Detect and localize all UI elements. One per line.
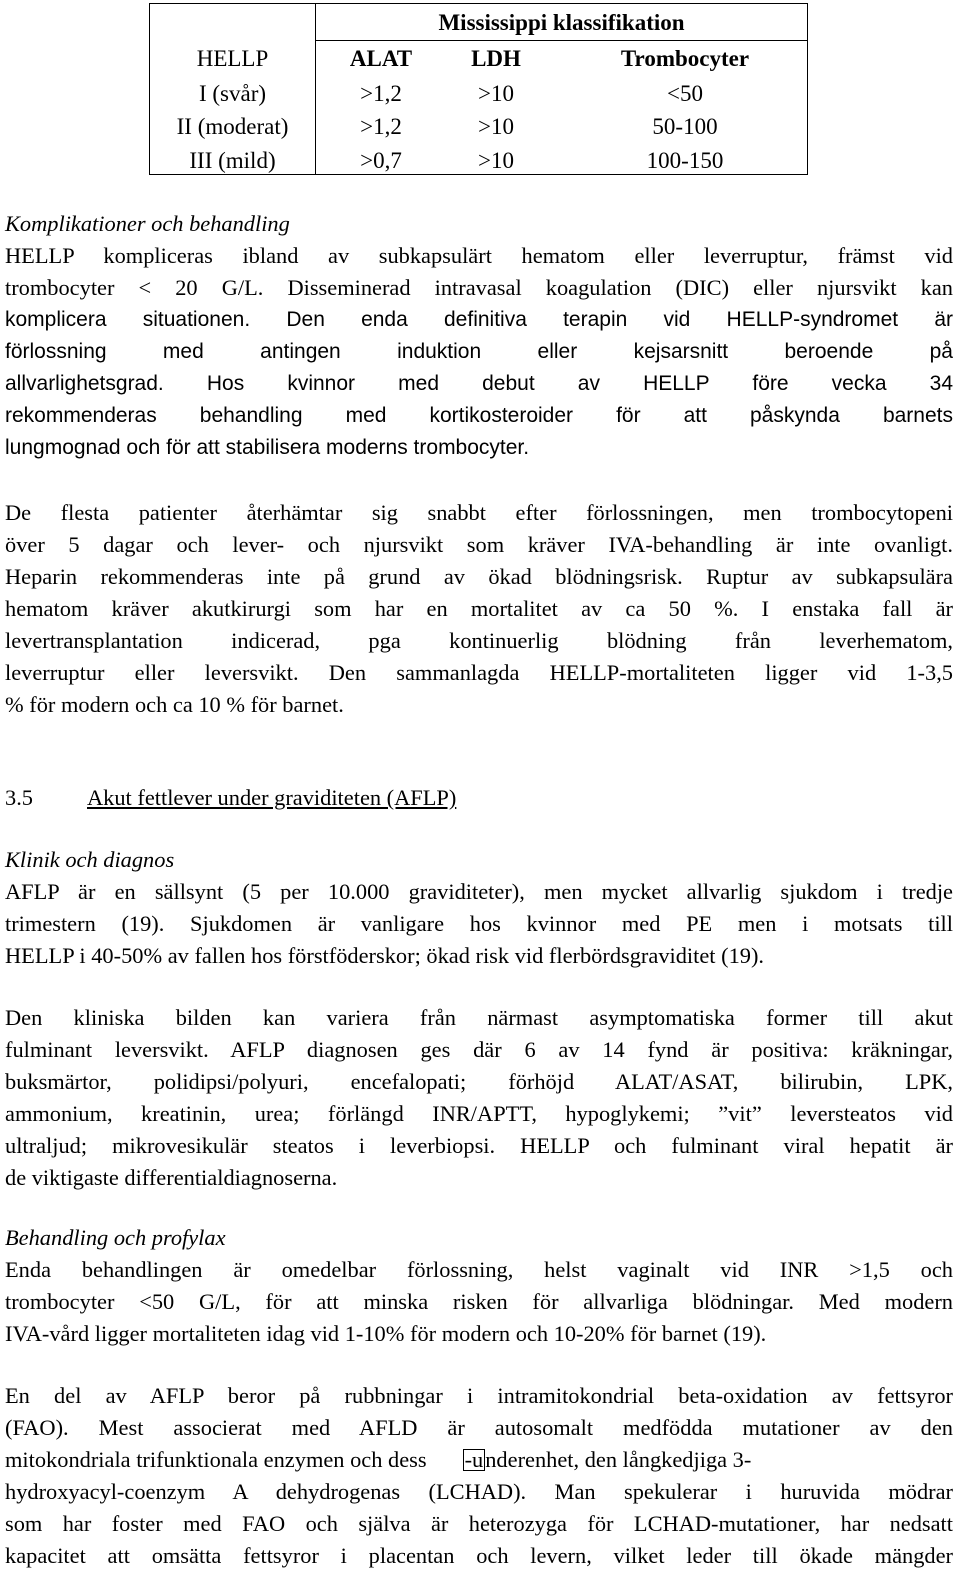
paragraph-line: trombocyter < 20 G/L. Disseminerad intravasal koagulation (DIC) eller njursvikt kan bbox=[5, 275, 953, 300]
paragraph-line: fulminant leversvikt. AFLP diagnosen ges där 6 av 14 fynd är positiva: kräkningar, bbox=[5, 1037, 953, 1062]
table-cell: 50-100 bbox=[652, 114, 718, 139]
fao-paragraph bbox=[5, 1380, 953, 1572]
paragraph-line: leverruptur eller leversvikt. Den sammanlagda HELLP-mortaliteten ligger vid 1-3,5 bbox=[5, 660, 953, 685]
paragraph-line: ammonium, kreatinin, urea; förlängd INR/APTT, hypoglykemi; ”vit” leversteatos vid bbox=[5, 1101, 953, 1126]
treatment-section bbox=[5, 1222, 953, 1350]
table-divider-horizontal bbox=[315, 40, 807, 41]
recovery-paragraph bbox=[5, 497, 953, 721]
paragraph-line: som har foster med FAO och själva är heterozyga för LCHAD-mutationer, har nedsatt bbox=[5, 1511, 953, 1536]
section-number: 3.5 bbox=[5, 785, 33, 810]
table-cell: >0,7 bbox=[360, 148, 402, 173]
table-cell: II (moderat) bbox=[176, 114, 289, 139]
table-cell: >1,2 bbox=[360, 81, 402, 106]
table-cell: <50 bbox=[667, 81, 703, 106]
paragraph-line-with-box bbox=[5, 1444, 953, 1476]
paragraph-line: förlossning med antingen induktion eller kejsarsnitt beroende på bbox=[5, 340, 953, 363]
paragraph-line: levertransplantation indicerad, pga kontinuerlig blödning från leverhematom, bbox=[5, 628, 953, 653]
paragraph-line: Heparin rekommenderas inte på grund av ökad blödningsrisk. Ruptur av subkapsulära bbox=[5, 564, 953, 589]
paragraph-line: kapacitet att omsätta fettsyror i placentan och levern, vilket leder till ökade mängder bbox=[5, 1543, 953, 1568]
paragraph-line: lungmognad och för att stabilisera moderns trombocyter. bbox=[5, 436, 530, 459]
paragraph-line: En del av AFLP beror på rubbningar i intramitokondrial beta-oxidation av fettsyror bbox=[5, 1383, 953, 1408]
table-header-cell: Trombocyter bbox=[620, 46, 750, 71]
paragraph-line-start: mitokondriala trifunktionala enzymen och dess bbox=[5, 1447, 427, 1472]
paragraph-line: de viktigaste differentialdiagnoserna. bbox=[5, 1165, 338, 1190]
paragraph-line: trimestern (19). Sjukdomen är vanligare hos kvinnor med PE men i motsats till bbox=[5, 911, 953, 936]
table-cell: >1,2 bbox=[360, 114, 402, 139]
paragraph-line: ultraljud; mikrovesikulär steatos i leverbiopsi. HELLP och fulminant viral hepatit är bbox=[5, 1133, 953, 1158]
table-cell: >10 bbox=[478, 81, 514, 106]
paragraph-line: hydroxyacyl-coenzym A dehydrogenas (LCHAD). Man spekulerar i huruvida mödrar bbox=[5, 1479, 953, 1504]
paragraph-line-end: nderenhet, den långkedjiga 3- bbox=[485, 1447, 752, 1472]
paragraph-line: AFLP är en sällsynt (5 per 10.000 graviditeter), men mycket allvarlig sjukdom i tredje bbox=[5, 879, 953, 904]
paragraph-line: % för modern och ca 10 % för barnet. bbox=[5, 692, 344, 717]
paragraph-line: HELLP kompliceras ibland av subkapsulärt hematom eller leverruptur, främst vid bbox=[5, 243, 953, 268]
clinic-section bbox=[5, 844, 953, 972]
clinical-picture-paragraph bbox=[5, 1002, 953, 1194]
paragraph-line: hematom kräver akutkirurgi som har en mortalitet av ca 50 %. I enstaka fall är bbox=[5, 596, 953, 621]
subheading: Behandling och profylax bbox=[5, 1225, 226, 1250]
paragraph-line: (FAO). Mest associerat med AFLD är autosomalt medfödda mutationer av den bbox=[5, 1415, 953, 1440]
section-heading bbox=[5, 782, 456, 814]
paragraph-line: allvarlighetsgrad. Hos kvinnor med debut av HELLP före vecka 34 bbox=[5, 372, 953, 395]
paragraph-line: komplicera situationen. Den enda definitiva terapin vid HELLP-syndromet är bbox=[5, 308, 953, 331]
paragraph-line: över 5 dagar och lever- och njursvikt som kräver IVA-behandling är inte ovanligt. bbox=[5, 532, 953, 557]
complications-section bbox=[5, 208, 953, 464]
paragraph-line: buksmärtor, polidipsi/polyuri, encefalopati; förhöjd ALAT/ASAT, bilirubin, LPK, bbox=[5, 1069, 953, 1094]
table-header-cell: ALAT bbox=[349, 46, 413, 71]
paragraph-line: De flesta patienter återhämtar sig snabbt efter förlossningen, men trombocytopeni bbox=[5, 500, 953, 525]
classification-table bbox=[149, 3, 808, 175]
paragraph-line: trombocyter <50 G/L, för att minska risken för allvarliga blödningar. Med modern bbox=[5, 1289, 953, 1314]
paragraph-line: HELLP i 40-50% av fallen hos förstföderskor; ökad risk vid flerbördsgraviditet (19). bbox=[5, 943, 765, 968]
table-header-cell: HELLP bbox=[196, 46, 269, 71]
table-cell: 100-150 bbox=[646, 148, 724, 173]
paragraph-line: rekommenderas behandling med kortikosteroider för att påskynda barnets bbox=[5, 404, 953, 427]
paragraph-line: Den kliniska bilden kan variera från närmast asymptomatiska former till akut bbox=[5, 1005, 953, 1030]
table-title: Mississippi klassifikation bbox=[438, 10, 685, 35]
subheading: Komplikationer och behandling bbox=[5, 211, 290, 236]
paragraph-line: IVA-vård ligger mortaliteten idag vid 1-10% för modern och 10-20% för barnet (19). bbox=[5, 1321, 767, 1346]
subheading: Klinik och diagnos bbox=[5, 847, 175, 872]
table-cell: III (mild) bbox=[189, 148, 276, 173]
table-cell: I (svår) bbox=[198, 81, 267, 106]
paragraph-line: Enda behandlingen är omedelbar förlossning, helst vaginalt vid INR >1,5 och bbox=[5, 1257, 953, 1282]
section-title: Akut fettlever under graviditeten (AFLP) bbox=[87, 785, 457, 810]
table-header-cell: LDH bbox=[471, 46, 521, 71]
boxed-text: -u bbox=[464, 1447, 484, 1472]
table-cell: >10 bbox=[478, 148, 514, 173]
table-cell: >10 bbox=[478, 114, 514, 139]
